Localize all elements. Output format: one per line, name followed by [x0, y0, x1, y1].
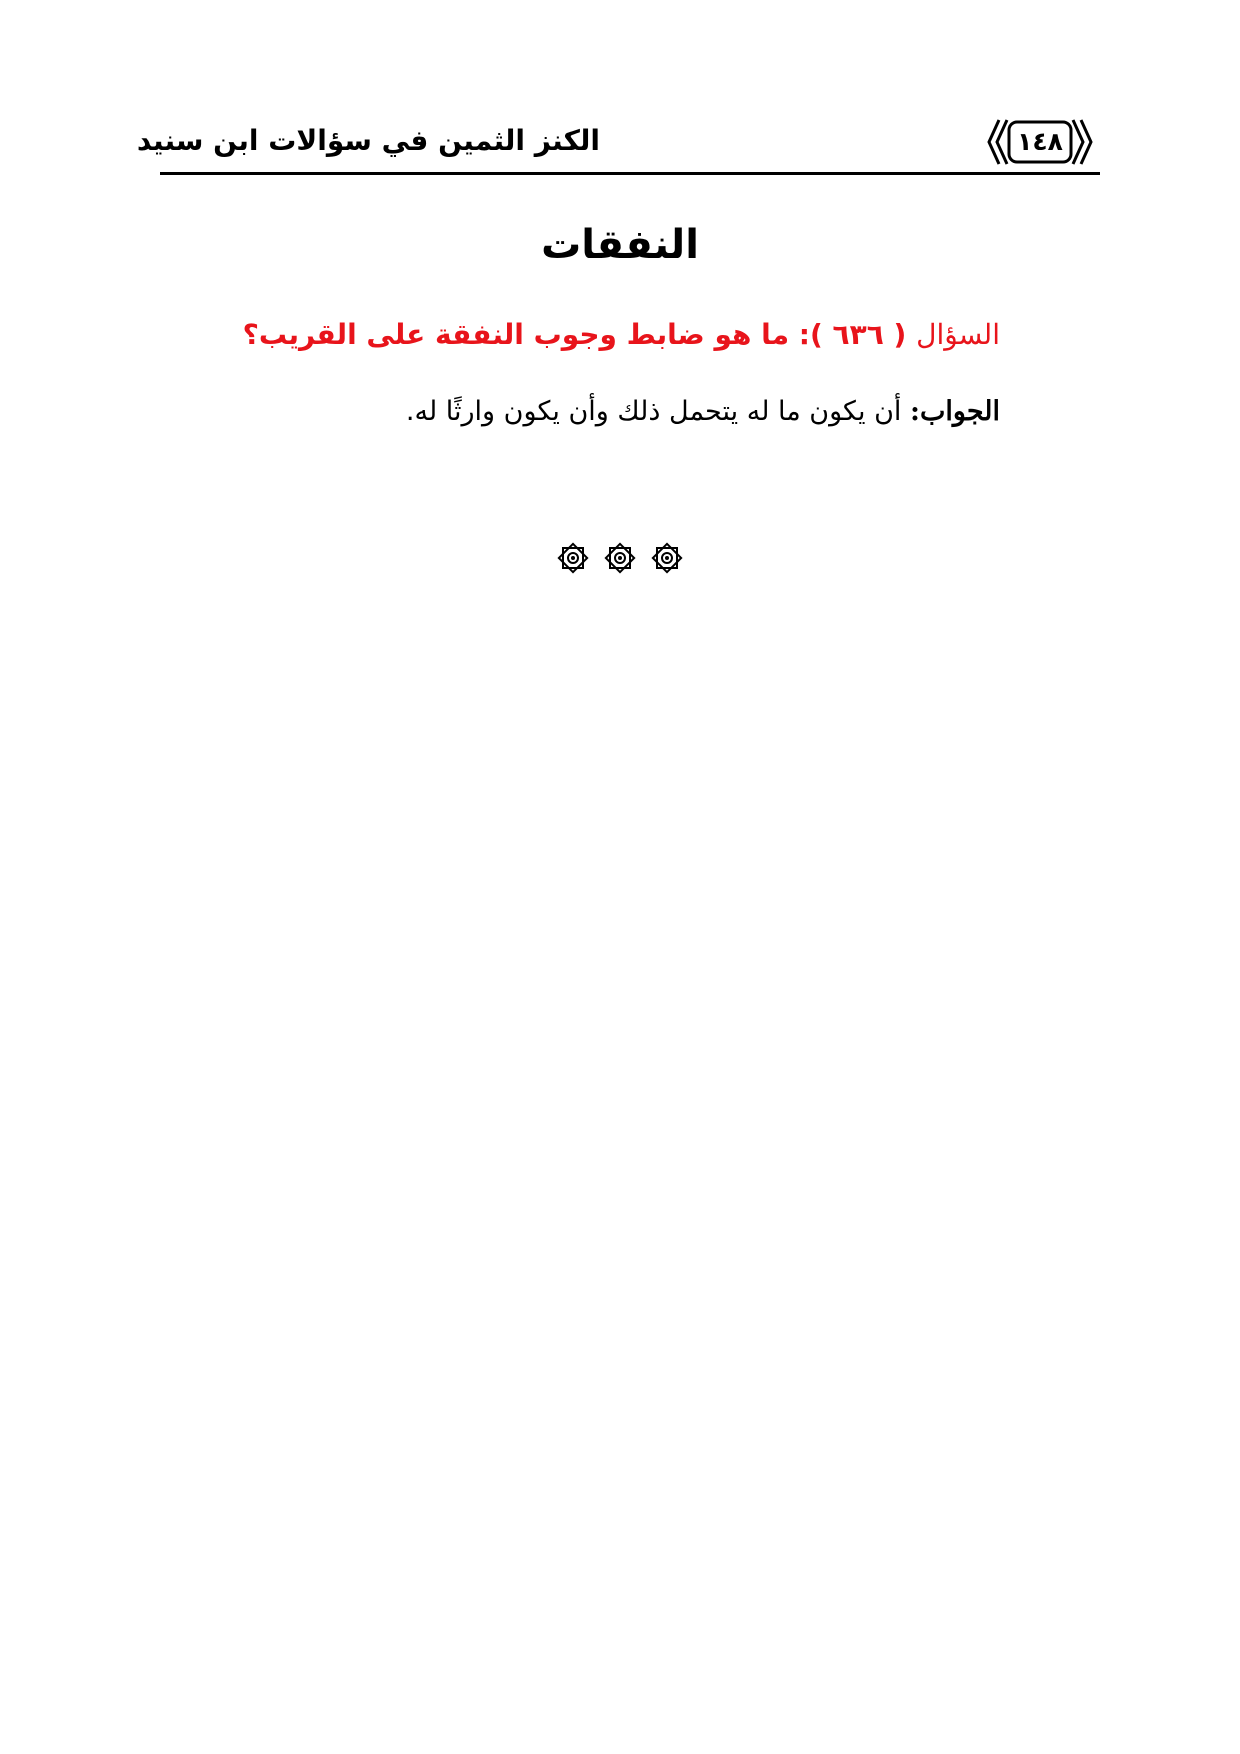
page-header [136, 118, 1100, 174]
question-text: ما هو ضابط وجوب النفقة على القريب؟ [242, 318, 790, 351]
question-number: ( ٦٣٦ ): [798, 318, 907, 351]
star-ornament-icon [602, 540, 638, 576]
section-separator [555, 540, 685, 580]
answer-label: الجواب: [910, 396, 1000, 427]
page-number: ١٤٨ [1017, 127, 1063, 156]
header-divider [160, 172, 1100, 175]
answer [240, 396, 1000, 427]
star-ornament-icon [555, 540, 591, 576]
page-number-frame [985, 118, 1095, 166]
section-title: النفقات [541, 222, 699, 268]
answer-text: أن يكون ما له يتحمل ذلك وأن يكون وارثًا له. [405, 396, 902, 427]
question-label: السؤال [916, 318, 1000, 351]
question [240, 318, 1000, 351]
book-title: الكنز الثمين في سؤالات ابن سنيد [136, 124, 600, 157]
star-ornament-icon [649, 540, 685, 576]
